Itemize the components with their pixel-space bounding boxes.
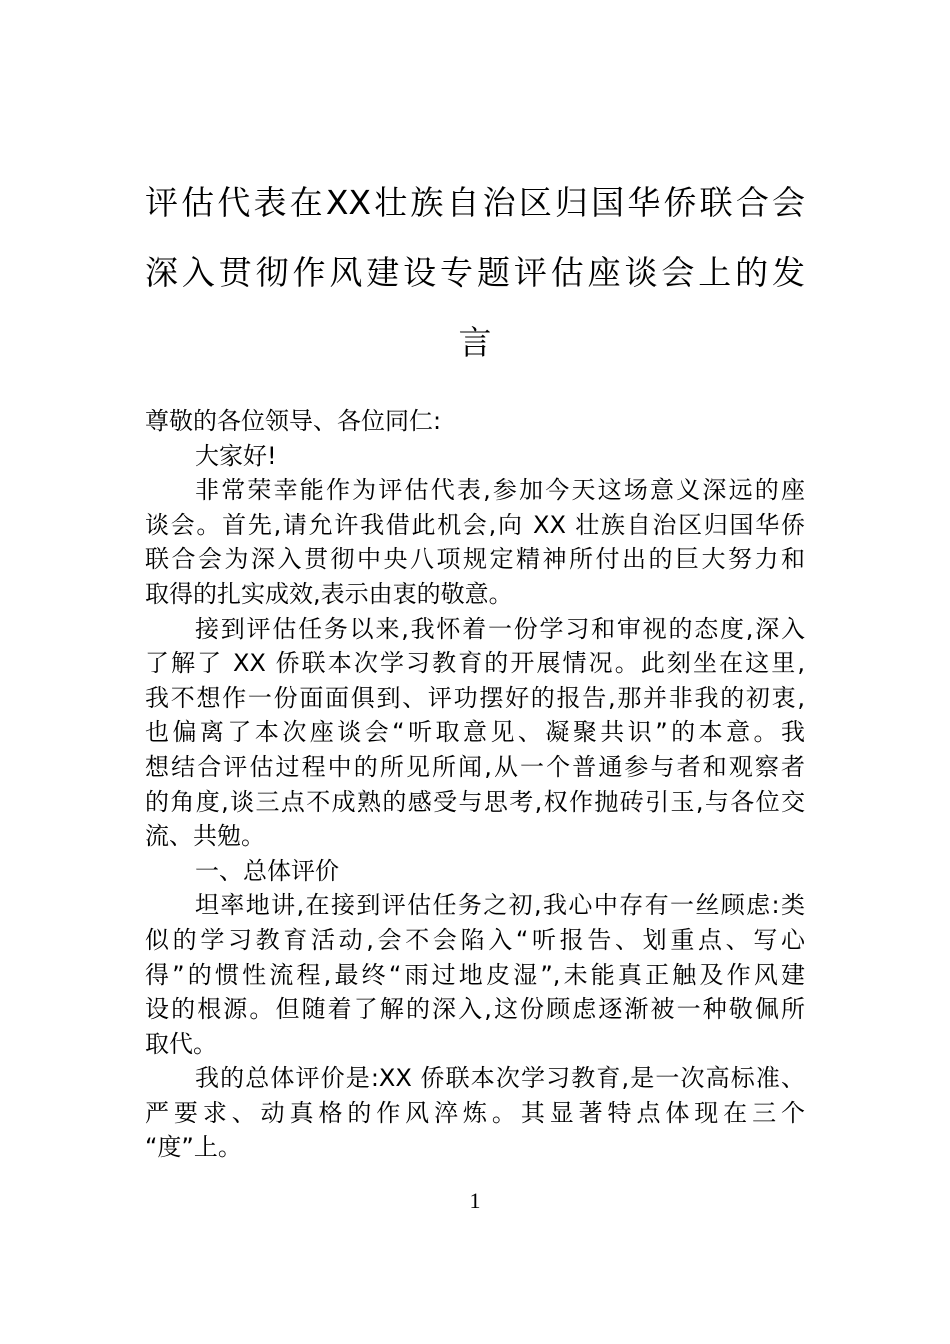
title-line: 评估代表在XX壮族自治区归国华侨联合会 xyxy=(145,183,805,222)
body-text-line: “度”上。 xyxy=(145,1133,242,1162)
body-text-line: 取得的扎实成效,表示由衷的敬意。 xyxy=(145,579,513,608)
body-text-line: 取代。 xyxy=(145,1029,217,1058)
title-line: 深入贯彻作风建设专题评估座谈会上的发 xyxy=(145,253,805,292)
document-body xyxy=(145,404,805,1165)
body-text-line: 尊敬的各位领导、各位同仁: xyxy=(145,407,442,435)
body-text-line: 的角度,谈三点不成熟的感受与思考,权作抛砖引玉,与各位交 xyxy=(145,787,805,816)
body-text-line: 联合会为深入贯彻中央八项规定精神所付出的巨大努力和 xyxy=(145,545,805,574)
body-text-line: 也偏离了本次座谈会“听取意见、凝聚共识”的本意。我 xyxy=(145,718,805,747)
body-text-line: 我不想作一份面面俱到、评功摆好的报告,那并非我的初衷, xyxy=(145,683,805,712)
title-line: 言 xyxy=(458,323,492,362)
document-title xyxy=(145,168,805,378)
body-text-line: 坦率地讲,在接到评估任务之初,我心中存有一丝顾虑:类 xyxy=(195,891,805,920)
page-number: 1 xyxy=(469,1188,481,1213)
body-text-line: 接到评估任务以来,我怀着一份学习和审视的态度,深入 xyxy=(195,614,805,643)
body-text-line: 大家好! xyxy=(195,441,277,470)
body-text-line: 非常荣幸能作为评估代表,参加今天这场意义深远的座 xyxy=(195,476,805,505)
body-text-line: 得”的惯性流程,最终“雨过地皮湿”,未能真正触及作风建 xyxy=(145,960,805,989)
body-text-line: 想结合评估过程中的所见所闻,从一个普通参与者和观察者 xyxy=(145,752,805,781)
body-text-line: 严要求、动真格的作风淬炼。其显著特点体现在三个 xyxy=(145,1098,805,1127)
body-text-line: 似的学习教育活动,会不会陷入“听报告、划重点、写心 xyxy=(145,925,805,954)
body-text-line: 我的总体评价是:XX 侨联本次学习教育,是一次高标准、 xyxy=(195,1064,805,1093)
body-text-line: 谈会。首先,请允许我借此机会,向 XX 壮族自治区归国华侨 xyxy=(145,510,805,539)
body-text-line: 了解了 XX 侨联本次学习教育的开展情况。此刻坐在这里, xyxy=(145,649,805,678)
body-text-line: 流、共勉。 xyxy=(145,822,265,851)
body-text-line: 一、总体评价 xyxy=(195,856,339,885)
body-text-line: 设的根源。但随着了解的深入,这份顾虑逐渐被一种敬佩所 xyxy=(145,995,805,1024)
